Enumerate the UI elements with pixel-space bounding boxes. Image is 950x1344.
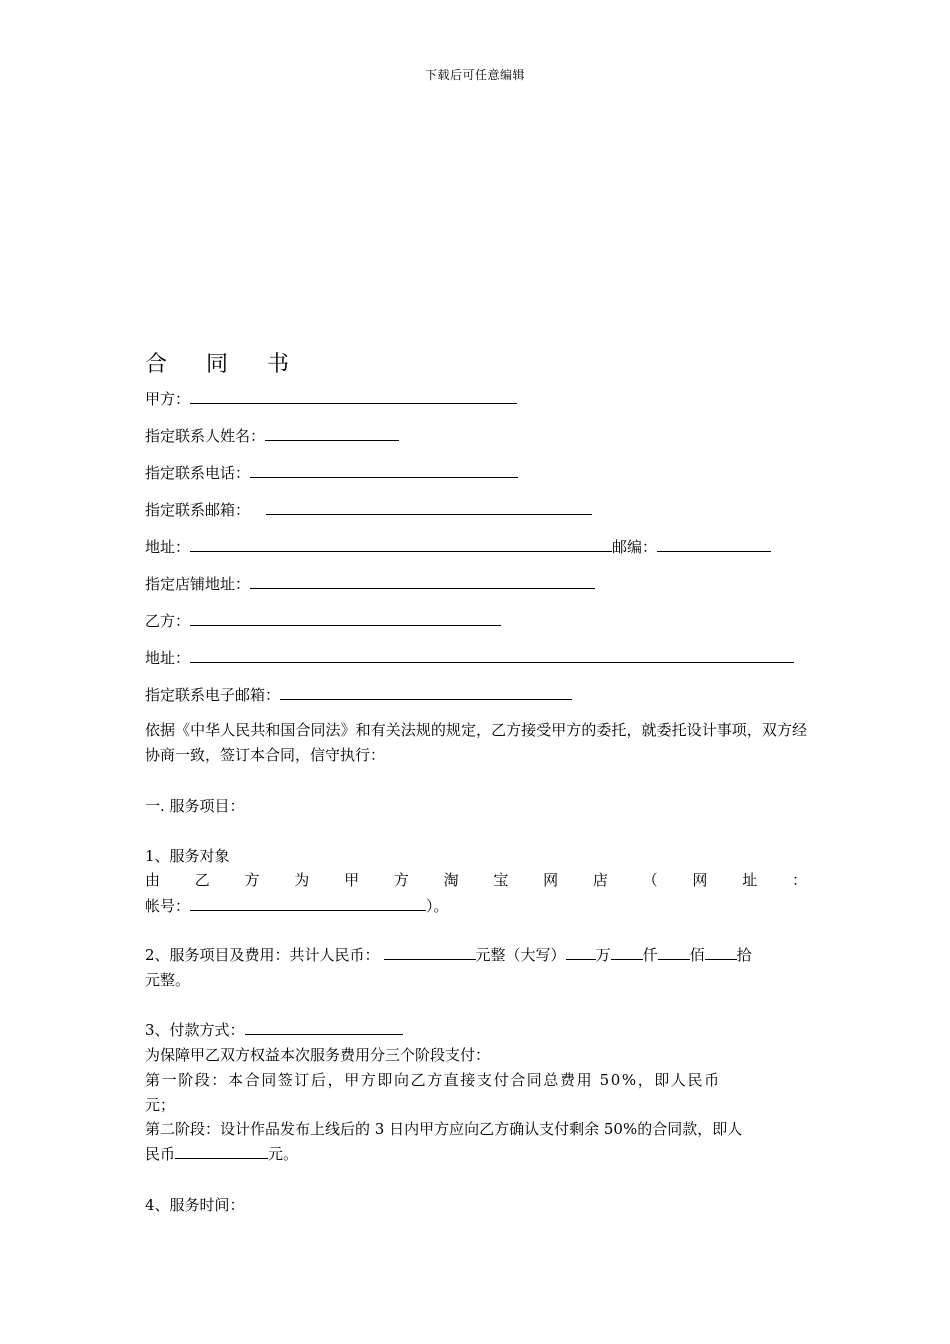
stage-1-text: 第一阶段：本合同签订后，甲方即向乙方直接支付合同总费用 50%，即人民币	[145, 1071, 721, 1089]
contact-email-blank[interactable]	[266, 499, 592, 515]
spread-char: 址	[742, 871, 758, 889]
spread-char: 甲	[344, 871, 360, 889]
header-note: 下载后可任意编辑	[424, 68, 525, 82]
party-b-blank[interactable]	[190, 610, 501, 626]
spread-char: （	[642, 871, 658, 889]
address-b-label: 地址：	[145, 649, 191, 667]
address-b-row	[145, 647, 794, 669]
contact-email-b-blank[interactable]	[280, 684, 572, 700]
contact-email-row	[145, 499, 592, 521]
spread-char: 淘	[443, 871, 459, 889]
item-1-spread-line	[145, 869, 807, 891]
item-2-row	[145, 944, 752, 966]
item-2-end: 元整。	[145, 971, 191, 989]
spread-char: 方	[244, 871, 260, 889]
account-blank[interactable]	[190, 895, 426, 911]
contact-name-label: 指定联系人姓名：	[145, 427, 266, 445]
item-1-heading: 1、服务对象	[145, 847, 230, 865]
address-b-blank[interactable]	[190, 647, 794, 663]
payment-intro: 为保障甲乙双方权益本次服务费用分三个阶段支付：	[145, 1046, 491, 1064]
party-b-label: 乙方：	[145, 612, 191, 630]
contact-email-b-row	[145, 684, 572, 706]
stage-2-text: 第二阶段：设计作品发布上线后的 3 日内甲方应向乙方确认支付剩余 50%的合同款，即人	[145, 1120, 743, 1138]
address-label: 地址：	[145, 538, 191, 556]
shi-label: 拾	[736, 946, 752, 964]
postcode-blank[interactable]	[657, 536, 771, 552]
section-1-heading: 一. 服务项目：	[145, 797, 245, 815]
contact-phone-blank[interactable]	[250, 462, 518, 478]
party-a-blank[interactable]	[190, 388, 517, 404]
bai-label: 佰	[689, 946, 705, 964]
shi-blank[interactable]	[705, 944, 737, 960]
stage-2-row	[145, 1143, 298, 1165]
spread-char: 方	[393, 871, 409, 889]
spread-char: 店	[592, 871, 608, 889]
account-row	[145, 895, 449, 917]
qian-label: 仟	[642, 946, 658, 964]
intro-paragraph: 依据《中华人民共和国合同法》和有关法规的规定，乙方接受甲方的委托，就委托设计事项，双方经协商一致，签订本合同，信守执行：	[145, 721, 807, 764]
party-b-row	[145, 610, 501, 632]
spread-char: 由	[145, 871, 161, 889]
stage-2-prefix: 民币	[145, 1145, 176, 1163]
item-3-row	[145, 1019, 403, 1041]
spread-char: 宝	[493, 871, 509, 889]
spread-char: 网	[692, 871, 708, 889]
account-end: ）。	[426, 897, 449, 915]
document-title: 合 同 书	[145, 352, 305, 377]
stage-2-end: 元。	[268, 1145, 299, 1163]
spread-char: ：	[791, 871, 807, 889]
address-row	[145, 536, 771, 558]
item-3-heading: 3、付款方式：	[145, 1021, 245, 1039]
yuan-daxie-label: 元整（大写）	[475, 946, 566, 964]
shop-address-row	[145, 573, 595, 595]
address-blank[interactable]	[190, 536, 612, 552]
spread-char: 网	[543, 871, 559, 889]
payment-method-blank[interactable]	[245, 1019, 403, 1035]
item-4-heading: 4、服务时间：	[145, 1196, 245, 1214]
contact-phone-label: 指定联系电话：	[145, 464, 251, 482]
spread-char: 为	[294, 871, 310, 889]
spread-char: 乙	[194, 871, 210, 889]
stage-2-amount-blank[interactable]	[175, 1143, 268, 1159]
shop-address-label: 指定店铺地址：	[145, 575, 251, 593]
contact-name-row	[145, 425, 399, 447]
qian-blank[interactable]	[611, 944, 643, 960]
contact-email-b-label: 指定联系电子邮箱：	[145, 686, 281, 704]
account-label: 帐号：	[145, 897, 191, 915]
wan-blank[interactable]	[566, 944, 596, 960]
item-2-prefix: 2、服务项目及费用：共计人民币：	[145, 946, 380, 964]
stage-1-end: 元；	[145, 1096, 176, 1114]
bai-blank[interactable]	[658, 944, 690, 960]
contact-email-label: 指定联系邮箱：	[145, 501, 251, 519]
contact-phone-row	[145, 462, 518, 484]
wan-label: 万	[595, 946, 611, 964]
shop-address-blank[interactable]	[250, 573, 595, 589]
amount-blank[interactable]	[384, 944, 476, 960]
contact-name-blank[interactable]	[265, 425, 399, 441]
party-a-label: 甲方：	[145, 390, 191, 408]
party-a-row	[145, 388, 517, 410]
postcode-label: 邮编：	[612, 538, 658, 556]
